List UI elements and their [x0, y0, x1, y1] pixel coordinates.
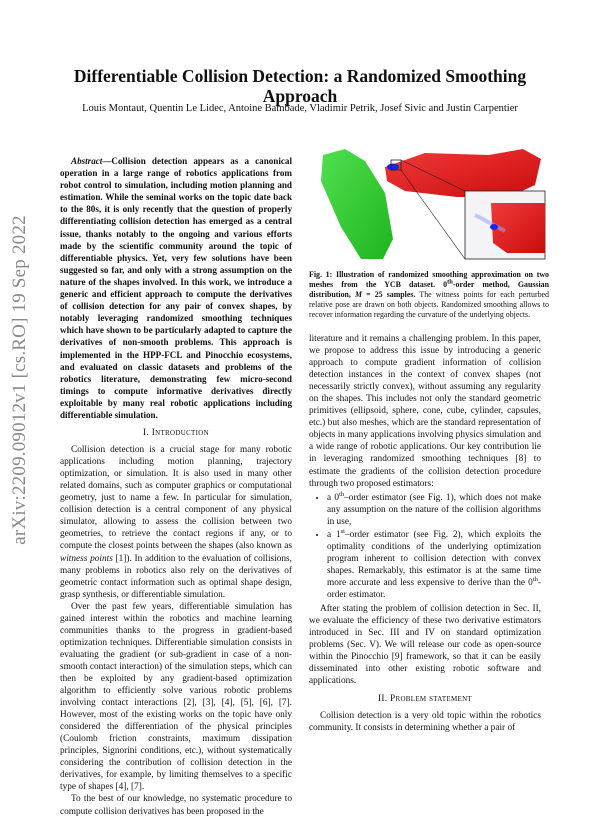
right-column: [309, 333, 541, 735]
zoom-witness-points: [490, 224, 498, 230]
section-title: Introduction: [151, 428, 209, 439]
paragraph-emphasis: witness points: [60, 553, 113, 564]
list-text: –order estimator (see Fig. 2), which exploits the optimality conditions of the underlying optimization program inherent to collision detection with convex shapes. Remarkably, this estimator is at the same time more accurate and less expensive to derive than the 0: [327, 529, 541, 588]
list-item: [327, 492, 541, 528]
paragraph: Over the past few years, differentiable simulation has gained interest within the robotics and machine learning communities thanks to the progress in gradient-based optimization techniques. Differentiable simulation consists in evaluating the gradient (or sub-gradient in case of a non-smooth contact interaction) of the simulation steps, which can then be exploited by any gradient-based optimization algorithm to efficiently solve various robotic problems involving contact interactions [2], [3], [4], [5], [6], [7]. However, most of the existing works on the topic have only considered the differentiation of the physical principles (Coulomb friction constraints, maximum dissipation principles, Signorini conditions, etc.), without systematically considering the contribution of collision detection in the derivatives, for example, by limiting themselves to a specific type of shapes [4], [7].: [60, 601, 292, 793]
arxiv-stamp-text: arXiv:2209.09012v1 [cs.RO] 19 Sep 2022: [9, 215, 30, 545]
list-sup: th: [532, 575, 538, 583]
paragraph: After stating the problem of collision detection in Sec. II, we evaluate the efficiency of these two derivative estimators introduced in Sec. III and IV on standard optimization problems (Sec. V). We will release our code as open-source within the Pinocchio [9] framework, so that it can be easily disseminated into other existing robotic software and applications.: [309, 604, 541, 687]
caption-sup: th: [447, 278, 453, 286]
section-number: I.: [143, 428, 150, 439]
caption-bold-text: Illustration of randomized smoothing approximation on two meshes from the YCB dataset. 0: [309, 270, 549, 289]
section-number: II.: [377, 694, 388, 705]
list-text: –order estimator (see Fig. 1), which does not make any assumption on the nature of the collision algorithms in use,: [327, 492, 541, 527]
caption-bold-text: -order method, Gaussian distribution,: [309, 280, 550, 299]
caption-text: The witness points for each perturbed relative pose are drawn on both objects. Randomized smoothing allows to recover information regarding the curvature of the underlying objects.: [309, 290, 549, 319]
list-sup: st: [340, 527, 345, 535]
list-sup: th: [339, 490, 345, 498]
green-mesh: [321, 149, 393, 259]
caption-bold-text: = 25 samples.: [362, 290, 416, 299]
list-text: a 1: [327, 529, 341, 540]
author-list: Louis Montaut, Quentin Le Lidec, Antoine Bambade, Vladimir Petrik, Josef Sivic and Justin Carpentier: [82, 103, 518, 114]
paragraph: [60, 444, 292, 601]
collision-illustration: [309, 147, 549, 263]
figure-1-image: [309, 147, 549, 263]
abstract: [60, 155, 292, 421]
witness-points: [387, 164, 399, 171]
figure-1-caption: [309, 270, 549, 320]
paragraph: To the best of our knowledge, no systematic procedure to compute collision derivatives has been proposed in the: [60, 794, 292, 817]
arxiv-stamp: [5, 185, 35, 575]
paragraph: literature and it remains a challenging problem. In this paper, we propose to address this issue by introducing a generic approach to compute gradient information of collision detection instances in the context of convex shapes (not necessarily strictly convex), without assuming any regularity on the shapes. This includes not only the standard geometric primitives (ellipsoid, sphere, cone, cube, cylinder, capsules, etc.) but also meshes, which are the standard representation of objects in many applications involving physics simulation and a wide range of robotic applications. Our key contribution lie in leveraging randomized smoothing techniques [8] to estimate the gradients of the collision detection procedure through two proposed estimators:: [309, 334, 541, 489]
abstract-text: —Collision detection appears as a canonical operation in a large range of robotics applications from robot control to simulation, including motion planning and estimation. While the seminal works on the topic date back to the 80s, it is only recently that the question of properly differentiating collision detection has emerged as a central issue, thanks notably to the ongoing and various efforts made by the scientific community around the topic of differentiable physics. Yet, very few solutions have been suggested so far, and only with a strong assumption on the nature of the shapes involved. In this work, we introduce a generic and efficient approach to compute the derivatives of collision detection for any pair of convex shapes, by notably leveraging randomized smoothing techniques which have shown to be particularly adapted to capture the derivatives of non-smooth problems. This approach is implemented in the HPP-FCL and Pinocchio ecosystems, and evaluated on classic datasets and problems of the robotics literature, demonstrating few micro-second timings to compute informative derivatives directly exploitable by many real robotic applications including differentiable simulation.: [60, 156, 292, 420]
caption-math: M: [354, 290, 363, 299]
section-title: Problem statement: [390, 694, 473, 705]
list-item: [327, 529, 541, 601]
paragraph-text: [1]). In addition to the evaluation of collisions, many problems in robotics also rely on the derivatives of geometric contact information such as optimal shape design, grasp synthesis, or differentiable simulation.: [60, 553, 292, 600]
paper-title: Differentiable Collision Detection: a Randomized Smoothing Approach: [73, 66, 527, 106]
abstract-label: Abstract: [71, 156, 103, 166]
paragraph-text: Collision detection is a crucial stage for many robotic applications including motion planning, trajectory optimization, or simulation. It is also used in many other related domains, such as computer graphics or computational geometry, just to name a few. In particular for simulation, collision detection is a central component of any physical simulator, allowing to assess the collision between two geometries, to retrieve the contact regions if any, or to compute the closest points between the shapes (also known as: [60, 445, 292, 552]
list-text: a 0: [327, 492, 340, 503]
paragraph: Collision detection is a very old topic within the robotics community. It consists in determining whether a pair of: [309, 711, 541, 734]
left-column: [60, 155, 292, 818]
section-heading-introduction: [60, 427, 292, 439]
caption-label: Fig. 1:: [309, 270, 333, 279]
section-heading-problem-statement: [309, 693, 541, 705]
list-text: -order estimator.: [327, 577, 541, 600]
estimator-list: [309, 492, 541, 601]
